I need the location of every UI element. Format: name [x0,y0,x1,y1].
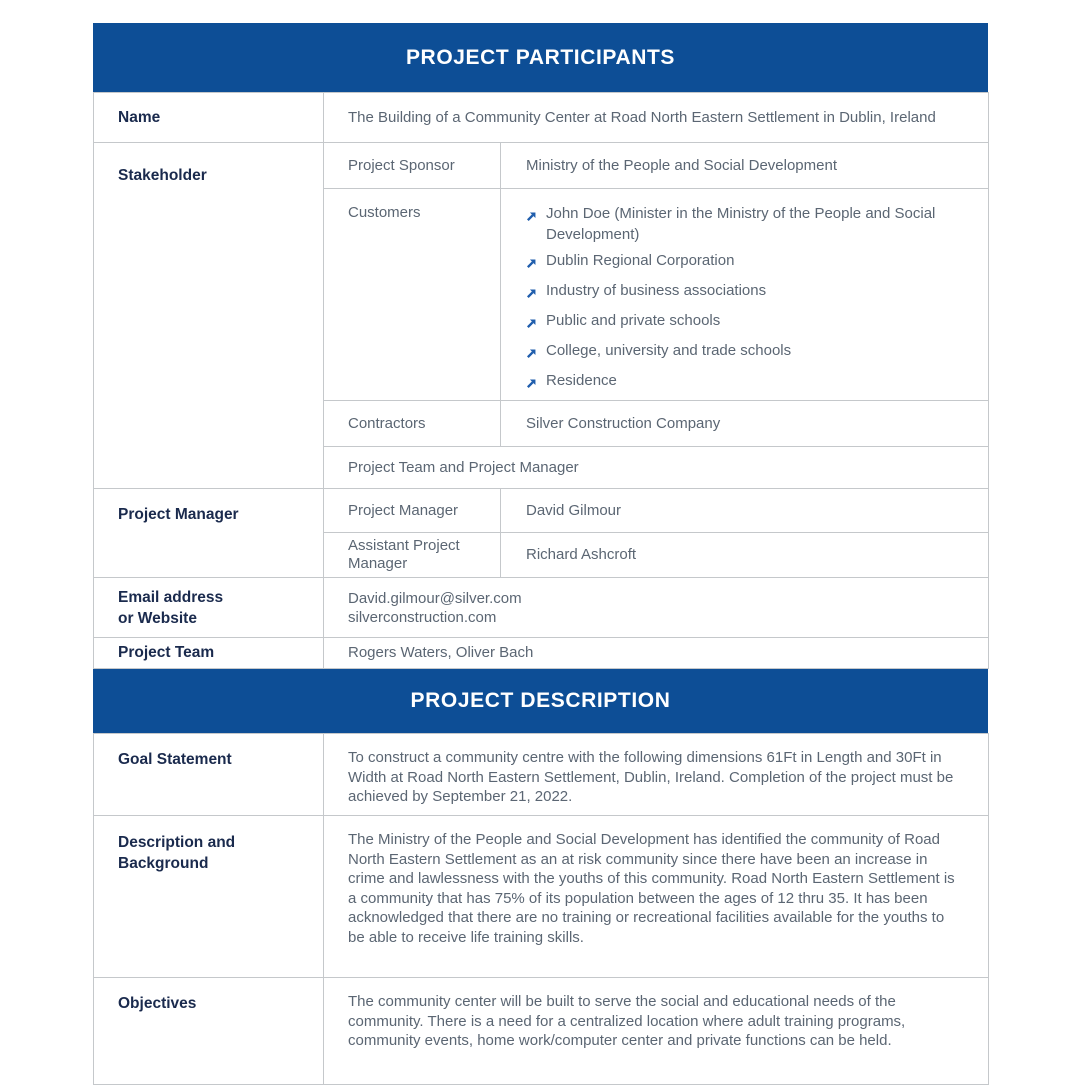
email-label-line1: Email address [118,588,224,606]
assistant-project-manager-value: Richard Ashcroft [501,533,989,578]
project-team-row-value: Rogers Waters, Oliver Bach [324,638,989,669]
table-row [94,978,989,1085]
project-manager-row-label: Project Manager [94,489,324,578]
email-label-line2: or Website [118,609,197,627]
assistant-project-manager-label: Assistant Project Manager [324,533,501,578]
table-row [94,93,989,143]
customer-item-text: College, university and trade schools [546,342,792,359]
team-and-pm-label: Project Team and Project Manager [324,447,989,489]
email-row-value [324,578,989,638]
email-row-label [94,578,324,638]
project-charter-document [93,23,988,1085]
description-table [93,733,989,1085]
website-value: silverconstruction.com [348,608,497,626]
email-address-value: David.gilmour@silver.com [348,589,522,607]
list-item [526,250,968,275]
goal-statement-text: To construct a community centre with the following dimensions 61Ft in Length and 30Ft in Width at Road North Eastern Settlement, Dublin, Ireland. Completion of the project must be achieved by September 21, 2022. [324,734,989,816]
arrow-bullet-icon [526,374,537,395]
arrow-bullet-icon [526,207,537,245]
contractors-value: Silver Construction Company [501,401,989,447]
objectives-label: Objectives [94,978,324,1085]
description-background-label: Description and Background [94,816,324,978]
project-manager-label: Project Manager [324,489,501,533]
arrow-bullet-icon [526,284,537,305]
arrow-bullet-icon [526,314,537,335]
table-row [94,638,989,669]
customer-item-text: Public and private schools [546,312,721,329]
table-row [94,816,989,978]
project-sponsor-label: Project Sponsor [324,143,501,189]
list-item [526,310,968,335]
list-item [526,370,968,395]
table-row [94,143,989,189]
list-item [526,340,968,365]
customer-item-text: John Doe (Minister in the Ministry of the People and Social Development) [546,205,936,243]
customers-value-cell [501,189,989,401]
table-row [94,734,989,816]
stakeholder-row-label: Stakeholder [94,143,324,489]
table-row [94,578,989,638]
participants-section-title: PROJECT PARTICIPANTS [405,45,676,69]
participants-table [93,92,989,669]
contractors-label: Contractors [324,401,501,447]
customer-item-text: Residence [546,372,617,389]
description-background-text: The Ministry of the People and Social Development has identified the community of Road North Eastern Settlement as an at risk community since there have been an increase in crime and lawlessness with the youths of this community. Road North Eastern Settlement is a community that has 75% of its population between the ages of 12 thru 35. It has been acknowledged that there are no training or recreational facilities available for the youths to be able to receive life training skills. [324,816,989,978]
list-item [526,203,968,245]
list-item [526,280,968,305]
project-manager-value: David Gilmour [501,489,989,533]
table-row [94,489,989,533]
customer-item-text: Dublin Regional Corporation [546,252,735,269]
objectives-text: The community center will be built to serve the social and educational needs of the community. There is a need for a centralized location where adult training programs, community events, home work/computer center and private functions can be held. [324,978,989,1085]
project-team-row-label: Project Team [94,638,324,669]
customer-item-text: Industry of business associations [546,282,767,299]
participants-section-header [93,23,988,92]
name-row-value: The Building of a Community Center at Road North Eastern Settlement in Dublin, Ireland [324,93,989,143]
arrow-bullet-icon [526,254,537,275]
customers-label: Customers [324,189,501,401]
arrow-bullet-icon [526,344,537,365]
description-section-header [93,669,988,733]
description-section-title: PROJECT DESCRIPTION [410,689,671,712]
project-sponsor-value: Ministry of the People and Social Development [501,143,989,189]
customers-list [526,203,968,395]
goal-statement-label: Goal Statement [94,734,324,816]
name-row-label: Name [94,93,324,143]
